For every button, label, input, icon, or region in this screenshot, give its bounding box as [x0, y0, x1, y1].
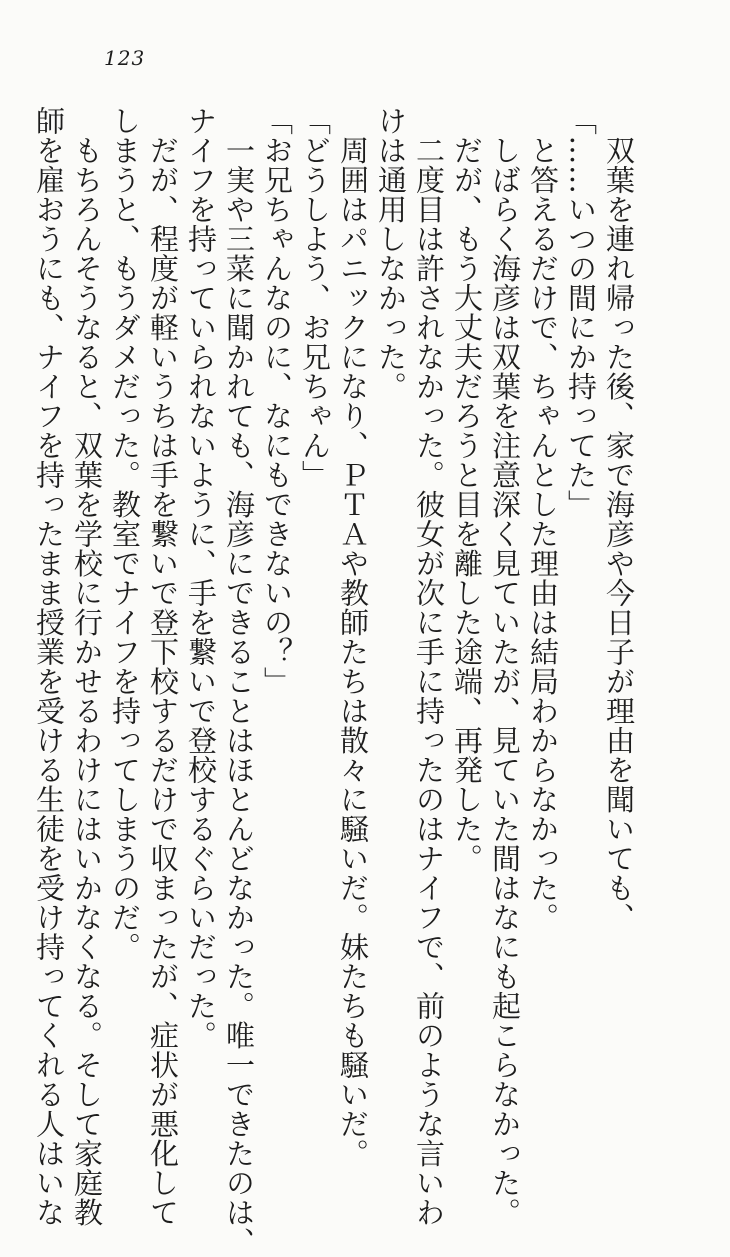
text-line: ナイフを持っていられないように、手を繋いで登校するぐらいだった。 [184, 106, 218, 1050]
text-line: けは通用しなかった。 [374, 106, 408, 401]
text-line: しばらく海彦は双葉を注意深く見ていたが、見ていた間はなにも起こらなかった。 [488, 106, 522, 1227]
text-line: しまうと、もうダメだった。教室でナイフを持ってしまうのだ。 [108, 106, 142, 962]
text-line: 師を雇おうにも、ナイフを持ったまま授業を受ける生徒を受け持ってくれる人はいな [32, 106, 66, 1227]
text-line: 周囲はパニックになり、ＰＴＡや教師たちは散々に騒いだ。妹たちも騒いだ。 [336, 106, 370, 1168]
text-line: 「……いつの間にか持ってた」 [564, 106, 598, 519]
text-line: 「お兄ちゃんなのに、なにもできないの？」 [260, 106, 294, 696]
text-line: もちろんそうなると、双葉を学校に行かせるわけにはいかなくなる。そして家庭教 [70, 106, 104, 1227]
text-line: だが、もう大丈夫だろうと目を離した途端、再発した。 [450, 106, 484, 873]
text-line: と答えるだけで、ちゃんとした理由は結局わからなかった。 [526, 106, 560, 932]
text-line: 双葉を連れ帰った後、家で海彦や今日子が理由を聞いても、 [602, 106, 636, 932]
text-line: 二度目は許されなかった。彼女が次に手に持ったのはナイフで、前のような言いわ [412, 106, 446, 1227]
text-line: 「どうしよう、お兄ちゃん」 [298, 106, 332, 490]
text-line: だが、程度が軽いうちは手を繋いで登下校するだけで収まったが、症状が悪化して [146, 106, 180, 1227]
page-number: 123 [104, 46, 146, 70]
text-line: 一実や三菜に聞かれても、海彦にできることはほとんどなかった。唯一できたのは、 [222, 106, 256, 1257]
vertical-text-body [32, 106, 638, 1257]
